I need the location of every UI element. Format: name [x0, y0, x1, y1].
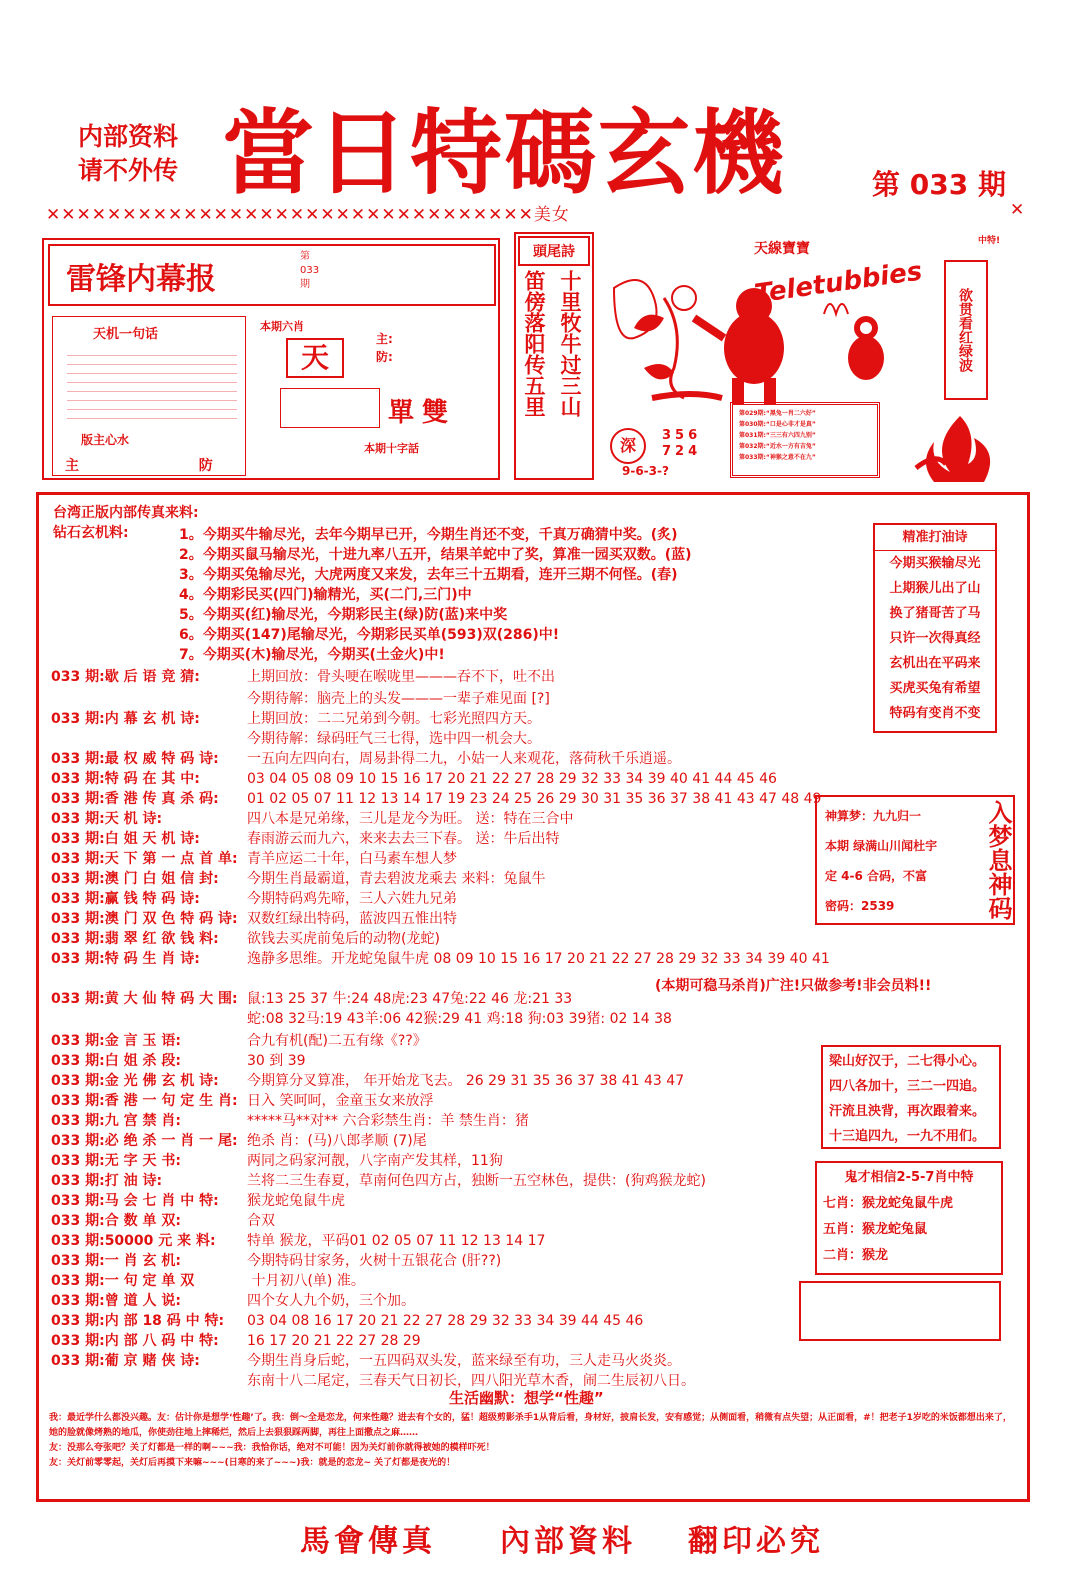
dream-side-label: 入梦息神码 — [984, 800, 1012, 920]
prediction-row — [51, 1009, 672, 1029]
row-value: 双数红绿出特码，蓝波四五惟出特 — [247, 911, 457, 927]
right-box-2-line: 二肖：猴龙 — [823, 1248, 889, 1263]
main-content-box — [36, 492, 1030, 1502]
prediction-row — [51, 729, 541, 749]
fire-icon — [910, 412, 1000, 486]
footer — [0, 1508, 1080, 1558]
row-value: 30 到 39 — [247, 1053, 306, 1069]
row-value: 合双 — [247, 1213, 275, 1229]
leifeng-issue-line: 033 — [300, 265, 320, 276]
row-label: 033 期:特 码 在 其 中: — [51, 771, 200, 787]
prediction-row — [51, 1171, 706, 1191]
row-value: *****马**对** 六合彩禁生肖：羊 禁生肖：猪 — [247, 1113, 529, 1129]
right-box-2-line: 七肖：猴龙蛇兔鼠牛虎 — [823, 1196, 954, 1211]
prediction-row — [51, 709, 541, 729]
prediction-row — [51, 949, 830, 969]
poster-list — [730, 402, 880, 478]
row-label: 033 期:澳 门 白 姐 信 封: — [51, 871, 219, 887]
right-box-1 — [821, 1045, 1001, 1149]
leifeng-issue-line: 第 — [300, 251, 310, 262]
prediction-row — [51, 1151, 503, 1171]
row-value: 绝杀 肖：(马)八郎孝顺 (7)尾 — [247, 1133, 427, 1149]
row-label: 033 期:曾 道 人 说: — [51, 1293, 181, 1309]
diamond-item: 2。今期买鼠马输尽光，十进九率八五开，结果羊蛇中了奖，算准一园买双数。(蓝) — [179, 547, 692, 563]
page-title: 當日特碼玄機 — [222, 99, 787, 207]
poster-line: 第032期:“近水一方有吉兔” — [739, 443, 816, 450]
row-value: 今期待解：绿码旺气三七得，选中四一机会大。 — [247, 731, 541, 747]
right-box-1-line: 十三追四九，一九不用们。 — [829, 1129, 986, 1144]
leifeng-header — [48, 244, 496, 306]
head-tail-poem — [514, 232, 594, 480]
row-label: 033 期:内 部 18 码 中 特: — [51, 1313, 225, 1329]
row-label: 033 期:一 肖 玄 机: — [51, 1253, 181, 1269]
row-label: 033 期:内 部 八 码 中 特: — [51, 1333, 219, 1349]
teletubbies-heading: 天線寶寶 — [754, 241, 810, 257]
zhu-fang-labels — [65, 455, 213, 475]
right-box-2-line: 五肖：猴龙蛇兔鼠 — [823, 1222, 928, 1237]
prediction-row — [51, 749, 681, 769]
poster-line: 第029期:“黑兔一肖二六好” — [739, 410, 816, 417]
internal-notice — [78, 120, 178, 188]
row-label: 033 期:黄 大 仙 特 码 大 围: — [51, 991, 238, 1007]
row-value: 今期待解：脑壳上的头发———一辈子难见面 [?] — [247, 691, 550, 707]
humor-line: 我：最近学什么都没兴趣。友：估计你是想学‘性趣’了。我：倒～全是恋龙，何来性趣？进去有个女的，猛！超级剪影杀手1从背后看，身材好，披肩长发，安有感觉；从侧面看，稍微有点失望；从正面看，#！把老子1岁吃的米饭都想出来了，她的脸就像烤熟的地瓜，你使劲往地上摔稀烂，然后上去狠狠踩两脚，再往上面撒点之麻…… — [49, 1413, 1012, 1438]
row-value: 一五向左四向右，周易卦得二九，小姑一人来观花，落荷秋千乐逍遥。 — [247, 751, 681, 767]
prediction-row — [51, 849, 457, 869]
number-code-line: 356 — [662, 428, 702, 443]
footer-center: 內部資料 — [500, 1524, 636, 1559]
row-value: 今期生肖最霸道，青去碧波龙乘去 来料：兔鼠牛 — [247, 871, 546, 887]
diamond-item: 7。今期买(木)输尽光，今期买(土金火)中! — [179, 647, 445, 663]
row-value: 两同之码家河靓，八字南产发其样，11狗 — [247, 1153, 503, 1169]
diamond-item: 3。今期买兔输尽光，大虎两度又来发，去年三十五期看，连开三期不何怪。(春) — [179, 567, 678, 583]
row-label: 033 期:白 姐 杀 段: — [51, 1053, 181, 1069]
row-value: 四个女人九个奶，三个加。 — [247, 1293, 415, 1309]
row-value: 特单 猴龙，平码01 02 05 07 11 12 13 14 17 — [247, 1233, 546, 1249]
number-bottom: 9-6-3-? — [622, 464, 669, 478]
row-value: 今期特码甘家务，火树十五银花合 (肝??) — [247, 1253, 502, 1269]
row-label: 033 期:打 油 诗: — [51, 1173, 163, 1189]
prediction-row — [51, 1271, 365, 1291]
tian-box: 天 — [286, 338, 344, 378]
row-value: 今期算分叉算准， 年开始龙飞去。 26 29 31 35 36 37 38 41 43 47 — [247, 1073, 685, 1089]
humor-text — [49, 1411, 1019, 1471]
zhu-center: 主: — [376, 332, 393, 346]
row-label: 033 期:天 机 诗: — [51, 811, 163, 827]
row-label: 033 期:葡 京 赌 侠 诗: — [51, 1353, 200, 1369]
poster-line: 第031期:“三三有六四九别” — [739, 432, 816, 439]
row-value: 上期回放：骨头哽在喉咙里———吞不下，吐不出 — [247, 669, 555, 685]
bqlz-label: 本期六肖 — [260, 320, 304, 333]
notice-line-2: 请不外传 — [78, 156, 179, 185]
fang-label: 防 — [198, 458, 213, 474]
prediction-row — [51, 789, 821, 809]
prediction-row — [51, 689, 550, 709]
right-box-1-line: 四八各加十，三二一四追。 — [829, 1079, 986, 1094]
leifeng-title: 雷锋内幕报 — [66, 262, 216, 297]
diamond-item: 1。今期买牛输尽光，去年今期早已开，今期生肖还不变，千真万确猜中奖。(炙) — [179, 527, 678, 543]
prediction-row — [51, 1051, 306, 1071]
tianji-title: 天机一句话 — [93, 327, 159, 342]
right-hint: 中特! — [978, 236, 1001, 246]
notice-line-1: 内部资料 — [78, 122, 179, 151]
right-box-1-line: 汗流且泱背，再次跟着来。 — [829, 1104, 986, 1119]
side-poem-box — [873, 523, 997, 733]
row-value: 东南十八二尾定，三春天气日初长，四八阳光草木香，闹二生辰初八日。 — [247, 1373, 695, 1389]
row-value: 鼠:13 25 37 牛:24 48虎:23 47兔:22 46 龙:21 33 — [247, 991, 573, 1007]
row-label: 033 期:澳 门 双 色 特 码 诗: — [51, 911, 238, 927]
zhu-label: 主 — [65, 458, 79, 474]
row-value: 欲钱去买虎前兔后的动物(龙蛇) — [247, 931, 440, 947]
cartoon-illustration — [604, 228, 934, 428]
side-poem-line: 换了猪哥苦了马 — [889, 606, 981, 621]
footer-left: 馬會傳真 — [300, 1524, 436, 1559]
right-box-1-line: 梁山好汉于，二七得小心。 — [829, 1054, 986, 1069]
right-box-2-title: 鬼才相信2-5-7肖中特 — [844, 1170, 974, 1185]
side-poem-line: 上期猴儿出了山 — [889, 581, 981, 596]
row-value: 青羊应运二十年，白马素车想人梦 — [247, 851, 457, 867]
leifeng-center — [258, 316, 494, 476]
row-label: 033 期:金 光 佛 玄 机 诗: — [51, 1073, 219, 1089]
prediction-row — [51, 769, 777, 789]
row-label: 033 期:香 港 传 真 杀 码: — [51, 791, 219, 807]
number-code-line: 724 — [662, 444, 702, 459]
diamond-list — [179, 525, 692, 665]
prediction-row — [51, 1351, 681, 1371]
diamond-item: 6。今期买(147)尾输尽光，今期彩民买单(593)双(286)中! — [179, 627, 560, 643]
row-label: 033 期:50000 元 来 料: — [51, 1233, 216, 1249]
row-label: 033 期:歇 后 语 竞 猜: — [51, 669, 200, 685]
row-value: 猴龙蛇兔鼠牛虎 — [247, 1193, 345, 1209]
prediction-row — [51, 1071, 684, 1091]
number-code — [662, 428, 701, 460]
issue-number: 第 033 期 — [872, 168, 1006, 201]
row-value: 十月初八(单) 准。 — [247, 1273, 365, 1289]
tianji-box — [52, 316, 246, 476]
prediction-row — [51, 889, 457, 909]
row-label: 033 期:金 言 玉 语: — [51, 1033, 181, 1049]
row-label: 033 期:九 宫 禁 肖: — [51, 1113, 181, 1129]
row-label: 033 期:赢 钱 特 码 诗: — [51, 891, 200, 907]
poem-title: 頭尾詩 — [518, 236, 590, 266]
dream-line: 密码：2539 — [825, 899, 895, 913]
humor-title: 生活幽默：想学“性趣” — [449, 1389, 604, 1407]
prediction-row — [51, 1291, 415, 1311]
leifeng-panel — [42, 238, 500, 480]
notice-2: (本期可稳马杀肖)广注!只做参考!非会员料!! — [655, 978, 932, 994]
side-poem-line: 特码有变肖不变 — [889, 706, 981, 721]
row-value: 逸静多思维。开龙蛇兔鼠牛虎 08 09 10 15 16 17 20 21 22 27 28 29 32 33 34 39 40 41 — [247, 951, 830, 967]
decorative-border-end: ✕ — [1010, 200, 1025, 220]
row-label: 033 期:天 下 第 一 点 首 单: — [51, 851, 238, 867]
row-value: 今期特码鸡先啼，三人六姓九兄弟 — [247, 891, 457, 907]
teletubbies-word: Teletubbies — [752, 256, 925, 310]
row-value: 01 02 05 07 11 12 13 14 17 19 23 24 25 26 29 30 31 35 36 37 38 41 43 47 48 49 — [247, 791, 822, 807]
shen-circle: 深 — [610, 428, 646, 464]
footer-right: 翻印必究 — [688, 1524, 824, 1559]
poem-column-left: 笛傍落阳传五里 — [522, 270, 546, 417]
row-value: 16 17 20 21 22 27 28 29 — [247, 1333, 421, 1349]
banzhu-label: 版主心水 — [81, 433, 130, 447]
row-value: 蛇:08 32马:19 43羊:06 42猴:29 41 鸡:18 狗:03 39猪: 02 14 38 — [247, 1011, 672, 1027]
intro — [53, 503, 199, 543]
danshuang: 單雙 — [388, 398, 457, 428]
prediction-row — [51, 1091, 433, 1111]
right-box-2 — [815, 1161, 1003, 1275]
humor-line: 友：关灯前零零起，关灯后再摸下来嘛~~~(日寒的来了~~~)我：就是的恋龙~ 关了灯都是夜光的！ — [49, 1458, 456, 1468]
prediction-row — [51, 809, 573, 829]
row-value: 上期回放：二二兄弟到今朝。七彩光照四方天。 — [247, 711, 541, 727]
prediction-row — [51, 1191, 345, 1211]
side-poem-title: 精准打油诗 — [875, 525, 995, 551]
prediction-row — [51, 1231, 545, 1251]
right-box-3 — [799, 1281, 1001, 1341]
prediction-row — [51, 909, 457, 929]
prediction-row — [51, 1331, 421, 1351]
prediction-row — [51, 1111, 529, 1131]
row-label: 033 期:马 会 七 肖 中 特: — [51, 1193, 219, 1209]
intro-line-1: 台湾正版内部传真来料: — [53, 505, 199, 521]
row-label: 033 期:无 字 天 书: — [51, 1153, 181, 1169]
poster-line: 第030期:“口是心非才是真” — [739, 421, 816, 428]
row-value: 春雨游云而九六，来来去去三下春。 送：牛后出特 — [247, 831, 560, 847]
row-label: 033 期:必 绝 杀 一 肖 一 尾: — [51, 1133, 238, 1149]
dream-line: 本期 绿满山川闻杜宇 — [825, 839, 938, 853]
poster-line: 第033期:“神猴之意不在九” — [739, 454, 816, 461]
prediction-row — [51, 869, 545, 889]
teletubbies-area — [604, 228, 934, 488]
prediction-row — [51, 1031, 427, 1051]
row-label: 033 期:翡 翠 红 欲 钱 料: — [51, 931, 219, 947]
row-label: 033 期:一 句 定 单 双 — [51, 1273, 195, 1289]
dream-line: 定 4-6 合码，不富 — [825, 869, 928, 883]
small-grid — [280, 388, 380, 428]
row-value: 03 04 08 16 17 20 21 22 27 28 29 32 33 34 39 44 45 46 — [247, 1313, 644, 1329]
row-value: 03 04 05 08 09 10 15 16 17 20 21 22 27 28 29 32 33 34 39 40 41 44 45 46 — [247, 771, 777, 787]
zhu-fang-center — [376, 330, 393, 366]
leifeng-issue-line: 期 — [300, 279, 310, 290]
row-label: 033 期:白 姐 天 机 诗: — [51, 831, 200, 847]
side-poem-line: 买虎买兔有希望 — [889, 681, 981, 696]
prediction-row — [51, 989, 572, 1009]
leifeng-issue — [300, 250, 319, 292]
row-value: 日入 笑呵呵，金童玉女来放浮 — [247, 1093, 434, 1109]
row-label: 033 期:合 数 单 双: — [51, 1213, 181, 1229]
vertical-box: 欲贯看红绿波 — [944, 260, 988, 400]
prediction-row — [51, 829, 559, 849]
diamond-item: 5。今期买(红)输尽光，今期彩民主(绿)防(蓝)来中奖 — [179, 607, 508, 623]
prediction-row — [51, 1251, 501, 1271]
fang-center: 防: — [376, 350, 393, 364]
row-label: 033 期:内 幕 玄 机 诗: — [51, 711, 200, 727]
faint-text-lines — [67, 347, 237, 423]
diamond-item: 4。今期彩民买(四门)输精光，买(二门,三门)中 — [179, 587, 472, 603]
prediction-row — [51, 1131, 427, 1151]
row-value: 四八本是兄弟缘，三儿是龙今为旺。 送：特在三合中 — [247, 811, 574, 827]
prediction-row — [51, 1211, 275, 1231]
shizi-label: 本期十字話 — [364, 442, 419, 455]
decorative-border: ✕✕✕✕✕✕✕✕✕✕✕✕✕✕✕✕✕✕✕✕✕✕✕✕✕✕✕✕✕✕✕✕美女 — [46, 205, 570, 225]
prediction-row — [51, 929, 440, 949]
row-value: 今期生肖身后蛇，一五四码双头发，蓝来绿至有功，三人走马火炎炎。 — [247, 1353, 681, 1369]
row-label: 033 期:香 港 一 句 定 生 肖: — [51, 1093, 238, 1109]
side-poem-line: 玄机出在平码来 — [889, 656, 981, 671]
humor-line: 友：没那么夸张吧？关了灯都是一样的啊~~~我：我恰你话，绝对不可能！因为关灯前你就得被她的模样吓死！ — [49, 1443, 495, 1453]
side-poem-line: 只许一次得真经 — [889, 631, 981, 646]
row-label: 033 期:特 码 生 肖 诗: — [51, 951, 200, 967]
row-label: 033 期:最 权 威 特 码 诗: — [51, 751, 219, 767]
row-value: 合九有机(配)二五有缘《??》 — [247, 1033, 427, 1049]
side-poem-line: 今期买猴输尽光 — [889, 556, 981, 571]
prediction-row — [51, 667, 555, 687]
prediction-row — [51, 1311, 643, 1331]
intro-line-2: 钻石玄机料: — [53, 525, 129, 541]
dream-line: 神算梦：九九归一 — [825, 809, 922, 823]
row-value: 兰将二三生春夏，草南何色四方占，独断一五空林色，提供：(狗鸡猴龙蛇) — [247, 1173, 706, 1189]
poem-column-right: 十里牧牛过三山 — [558, 270, 582, 417]
